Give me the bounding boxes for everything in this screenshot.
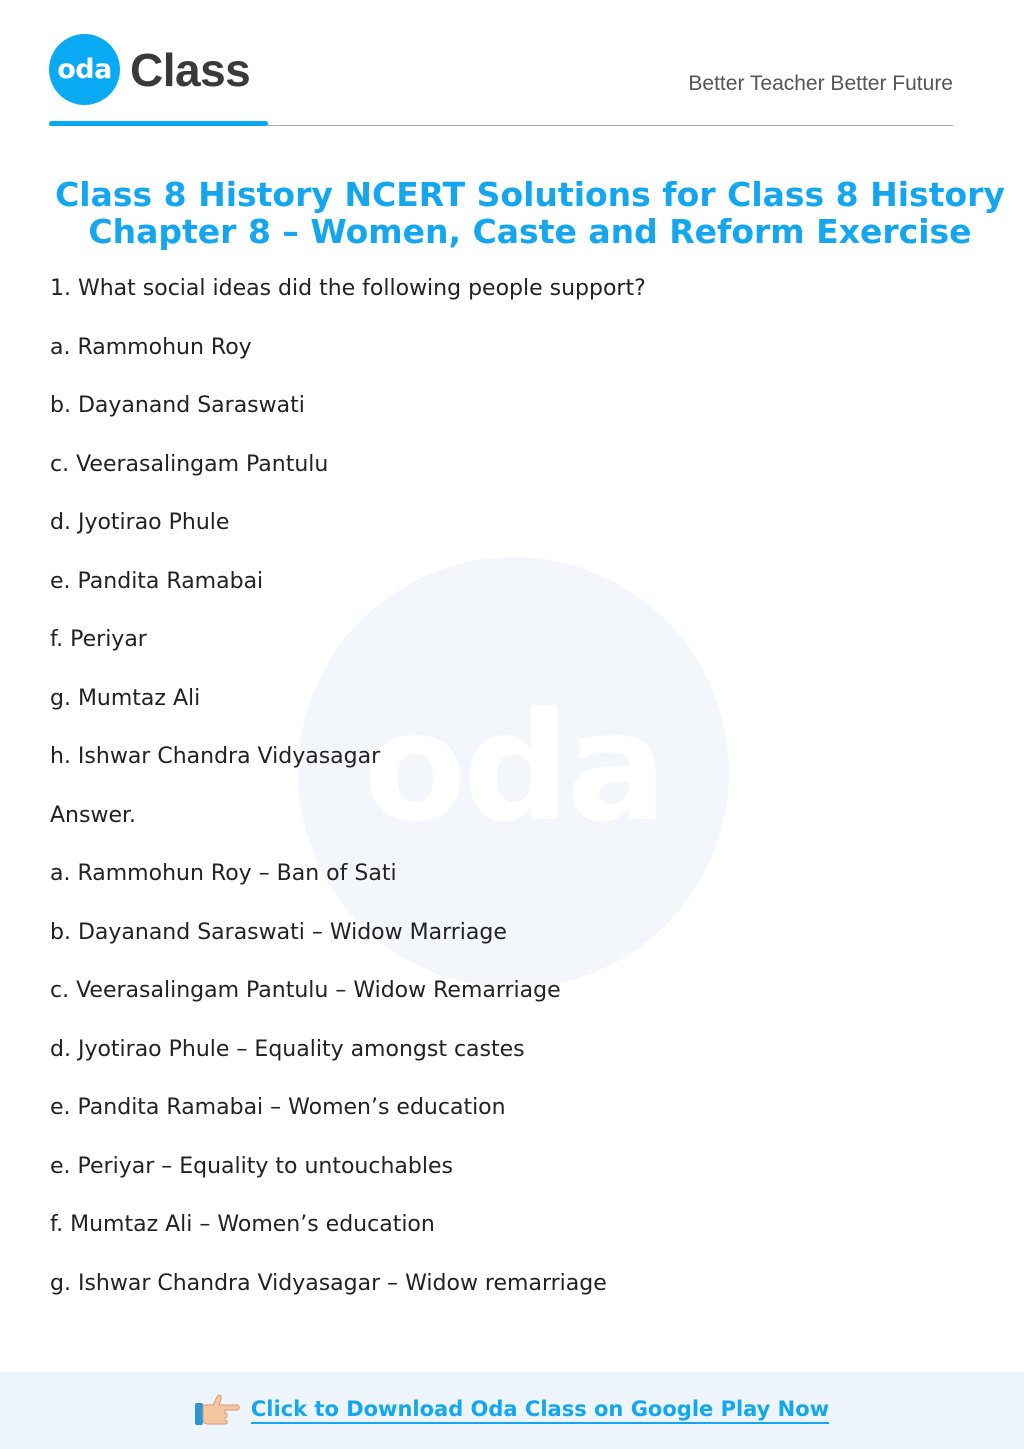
watermark-text: oda (363, 680, 664, 855)
download-cta[interactable] (195, 1391, 829, 1431)
list-item: h. Ishwar Chandra Vidyasagar (50, 744, 381, 769)
answer-item: a. Rammohun Roy – Ban of Sati (50, 861, 397, 886)
list-item: c. Veerasalingam Pantulu (50, 451, 329, 477)
page-header (0, 0, 1024, 130)
answer-item: g. Ishwar Chandra Vidyasagar – Widow remarriage (50, 1270, 607, 1296)
document-body (50, 270, 990, 1323)
answer-item: e. Pandita Ramabai – Women’s education (50, 1095, 506, 1120)
answer-item: b. Dayanand Saraswati – Widow Marriage (50, 919, 507, 945)
download-banner (0, 1372, 1024, 1449)
logo-word: Class (130, 43, 251, 96)
oda-class-logo[interactable] (49, 34, 250, 105)
answer-item: c. Veerasalingam Pantulu – Widow Remarriage (50, 978, 561, 1003)
header-accent-bar (49, 121, 268, 126)
list-item: a. Rammohun Roy (50, 334, 252, 360)
page-title: Class 8 History NCERT Solutions for Class 8 History Chapter 8 – Women, Caste and Reform Exercise (55, 175, 1005, 251)
list-item: g. Mumtaz Ali (50, 685, 201, 711)
pointing-hand-icon (195, 1391, 241, 1431)
answer-heading: Answer. (50, 802, 137, 828)
list-item: f. Periyar (50, 627, 147, 652)
list-item: d. Jyotirao Phule (50, 510, 230, 535)
answer-item: e. Periyar – Equality to untouchables (50, 1153, 453, 1179)
list-item: e. Pandita Ramabai (50, 568, 264, 594)
question-line: 1. What social ideas did the following people support? (50, 276, 646, 301)
logo-mark: oda (49, 34, 120, 105)
answer-item: f. Mumtaz Ali – Women’s education (50, 1212, 435, 1237)
list-item: b. Dayanand Saraswati (50, 393, 305, 418)
tagline: Better Teacher Better Future (688, 72, 953, 95)
answer-item: d. Jyotirao Phule – Equality amongst castes (50, 1036, 525, 1062)
download-link[interactable]: Click to Download Oda Class on Google Play Now (251, 1397, 829, 1424)
